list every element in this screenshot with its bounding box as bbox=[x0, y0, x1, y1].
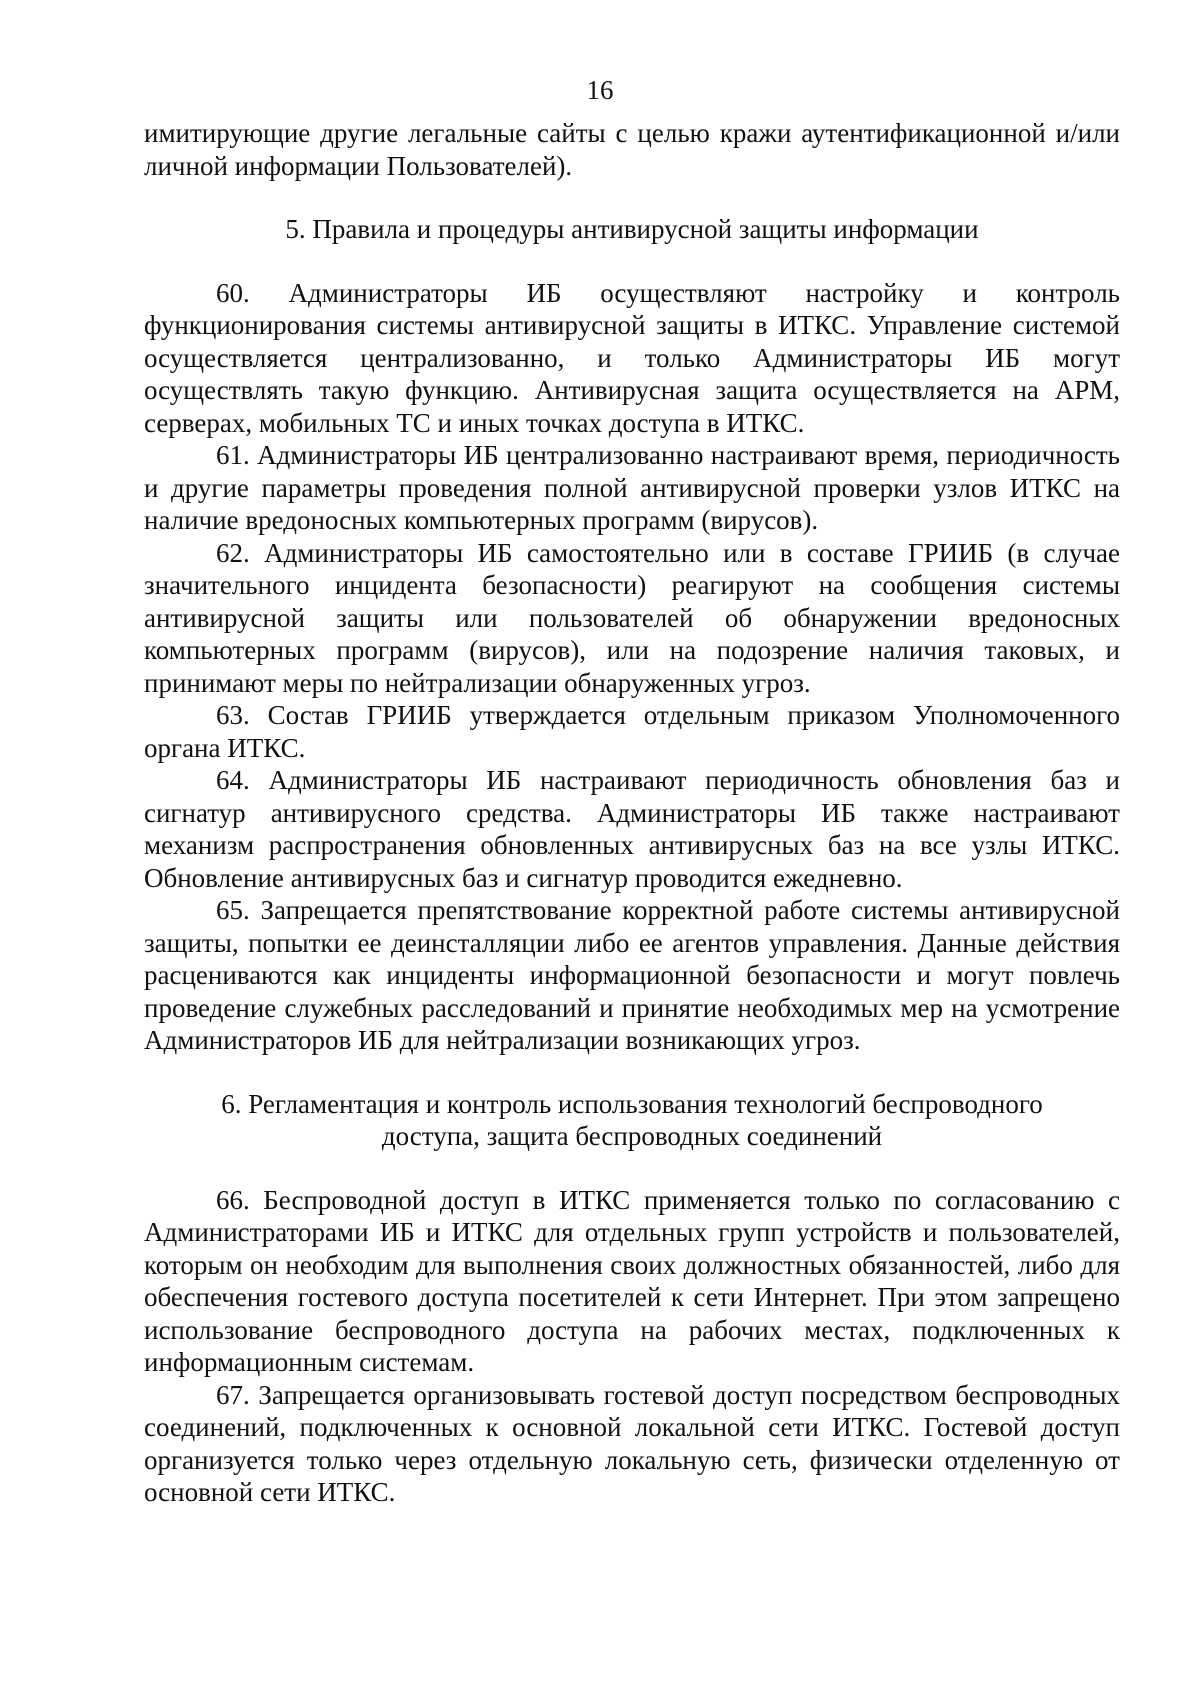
paragraph-66: 66. Беспроводной доступ в ИТКС применяется только по согласованию с Администраторами ИБ и ИТКС для отдельных групп устройств и пользователей, которым он необходим для выполнения своих должностных обязанностей, либо для обеспечения гостевого доступа посетителей к сети Интернет. При этом запрещено использование беспроводного доступа на рабочих местах, подключенных к информационным системам. bbox=[144, 1184, 1120, 1377]
paragraph-61: 61. Администраторы ИБ централизованно настраивают время, периодичность и другие параметры проведения полной антивирусной проверки узлов ИТКС на наличие вредоносных компьютерных программ (вирусов). bbox=[144, 440, 1120, 535]
section-6-heading-line-2: доступа, защита беспроводных соединений bbox=[381, 1121, 883, 1151]
spacer bbox=[144, 246, 1120, 277]
spacer bbox=[144, 1153, 1120, 1184]
section-5-heading: 5. Правила и процедуры антивирусной защиты информации bbox=[285, 214, 979, 244]
paragraph-65: 65. Запрещается препятствование корректной работе системы антивирусной защиты, попытки ее деинсталляции либо ее агентов управления. Данные действия расцениваются как инциденты информационной безопасности и могут повлечь проведение служебных расследований и принятие необходимых мер на усмотрение Администраторов ИБ для нейтрализации возникающих угроз. bbox=[144, 895, 1120, 1055]
page-number: 16 bbox=[586, 75, 614, 105]
page-content bbox=[144, 117, 1120, 1509]
spacer bbox=[144, 182, 1120, 213]
paragraph-64: 64. Администраторы ИБ настраивают периодичность обновления баз и сигнатур антивирусного средства. Администраторы ИБ также настраивают механизм распространения обновленных антивирусных баз на все узлы ИТКС. Обновление антивирусных баз и сигнатур проводится ежедневно. bbox=[144, 765, 1120, 893]
paragraph-67: 67. Запрещается организовывать гостевой доступ посредством беспроводных соединений, подключенных к основной локальной сети ИТКС. Гостевой доступ организуется только через отдельную локальную сеть, физически отделенную от основной сети ИТКС. bbox=[144, 1379, 1120, 1507]
paragraph-62: 62. Администраторы ИБ самостоятельно или в составе ГРИИБ (в случае значительного инцидента безопасности) реагируют на сообщения системы антивирусной защиты или пользователей об обнаружении вредоносных компьютерных программ (вирусов), или на подозрение наличия таковых, и принимают меры по нейтрализации обнаруженных угроз. bbox=[144, 537, 1120, 698]
spacer bbox=[144, 1057, 1120, 1088]
paragraph-60: 60. Администраторы ИБ осуществляют настройку и контроль функционирования системы антивирусной защиты в ИТКС. Управление системой осуществляется централизованно, и только Администраторы ИБ могут осуществлять такую функцию. Антивирусная защита осуществляется на АРМ, серверах, мобильных ТС и иных точках доступа в ИТКС. bbox=[144, 277, 1120, 438]
paragraph-63: 63. Состав ГРИИБ утверждается отдельным приказом Уполномоченного органа ИТКС. bbox=[144, 700, 1120, 763]
intro-paragraph: имитирующие другие легальные сайты с целью кражи аутентификационной и/или личной информации Пользователей). bbox=[144, 118, 1120, 181]
section-6-heading-line-1: 6. Регламентация и контроль использования технологий беспроводного bbox=[221, 1088, 1043, 1119]
